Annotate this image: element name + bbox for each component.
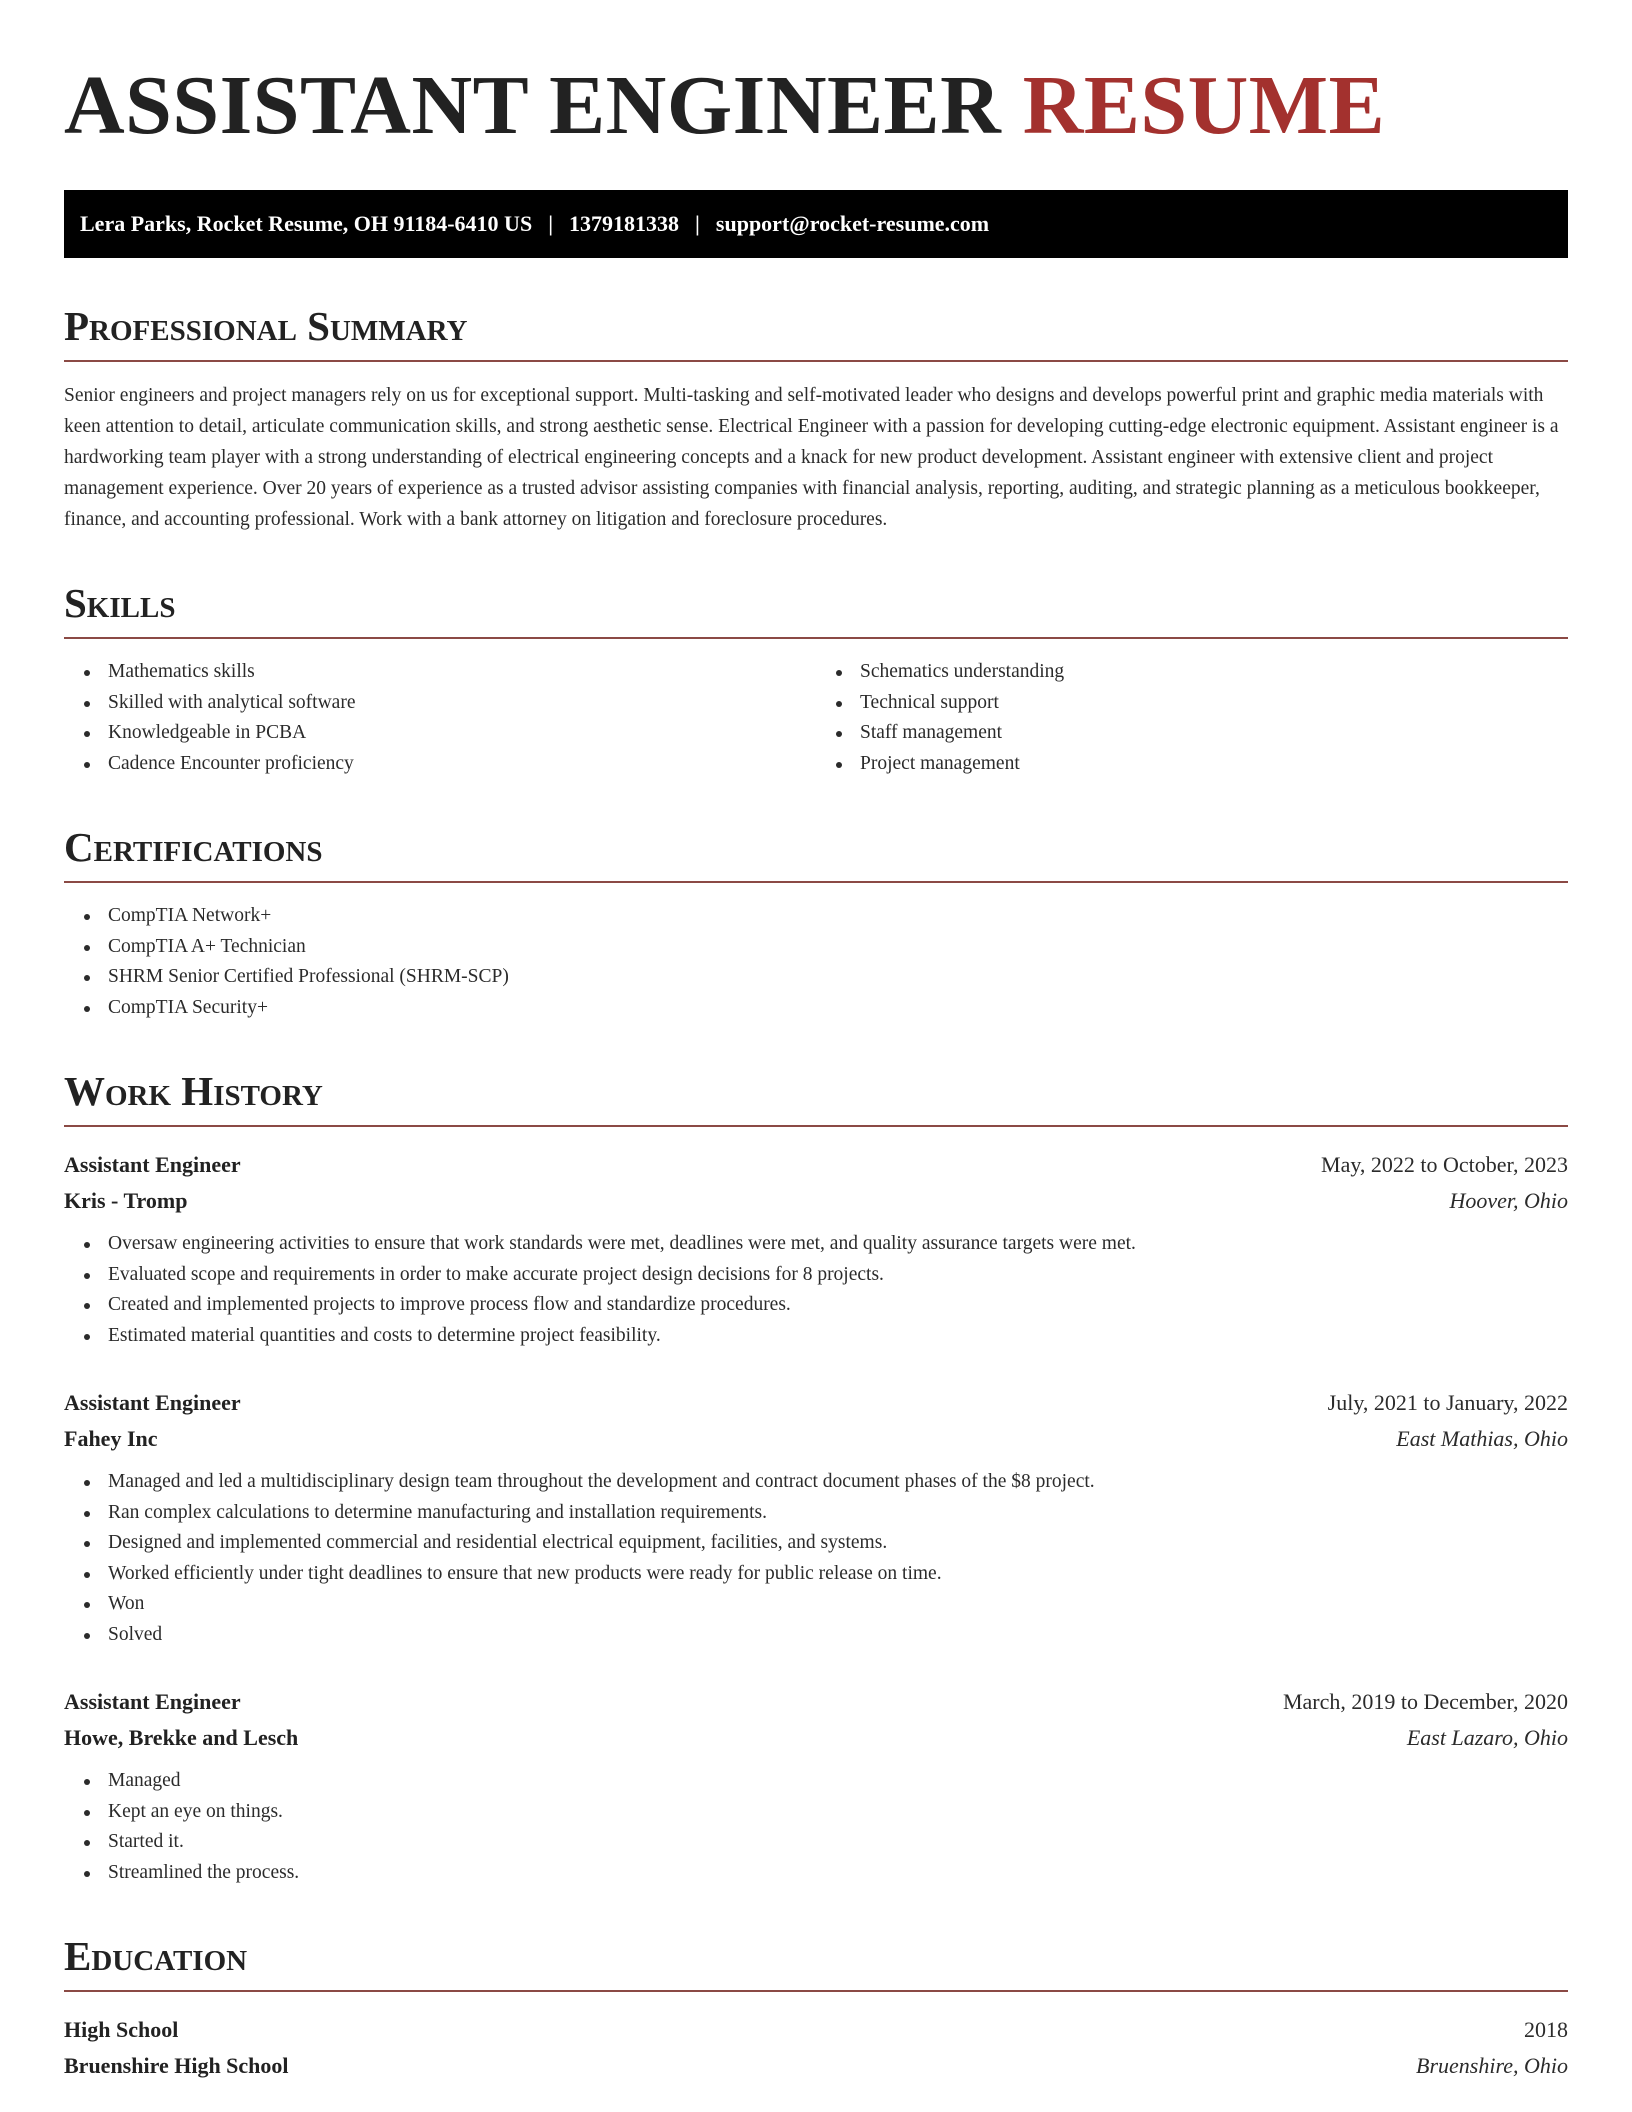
job-bullet: Streamlined the process. xyxy=(108,1858,1568,1889)
certification-item: CompTIA A+ Technician xyxy=(108,932,1568,963)
job-bullet: Won xyxy=(108,1589,1568,1620)
education-location: Bruenshire, Ohio xyxy=(1416,2053,1568,2078)
job-bullet: Kept an eye on things. xyxy=(108,1797,1568,1828)
contact-address: Lera Parks, Rocket Resume, OH 91184-6410 US xyxy=(80,211,533,236)
skill-item: Project management xyxy=(860,749,1568,780)
certifications-section xyxy=(64,825,1568,1023)
job-bullet: Estimated material quantities and costs to determine project feasibility. xyxy=(108,1321,1568,1352)
job-bullet: Evaluated scope and requirements in order to make accurate project design decisions for 8 projects. xyxy=(108,1260,1568,1291)
skills-section xyxy=(64,581,1568,779)
contact-phone: 1379181338 xyxy=(569,211,680,236)
job-bullet: Created and implemented projects to improve process flow and standardize procedures. xyxy=(108,1290,1568,1321)
certification-item: SHRM Senior Certified Professional (SHRM-SCP) xyxy=(108,962,1568,993)
certification-item: CompTIA Network+ xyxy=(108,901,1568,932)
job-location: East Lazaro, Ohio xyxy=(1406,1725,1568,1750)
skill-item: Skilled with analytical software xyxy=(108,688,816,719)
job-company-row xyxy=(64,1720,1568,1756)
skills-list-left xyxy=(64,657,816,779)
job-dates: March, 2019 to December, 2020 xyxy=(1282,1689,1568,1714)
job-bullet: Managed and led a multidisciplinary design team throughout the development and contract document phases of the $8 project. xyxy=(108,1467,1568,1498)
job-bullet: Started it. xyxy=(108,1827,1568,1858)
title-main: ASSISTANT ENGINEER xyxy=(64,59,1002,152)
skills-list-right xyxy=(816,657,1568,779)
education-entry xyxy=(64,2012,1568,2084)
job-entry xyxy=(64,1147,1568,1351)
job-entry xyxy=(64,1684,1568,1888)
job-bullet: Designed and implemented commercial and residential electrical equipment, facilities, and systems. xyxy=(108,1528,1568,1559)
summary-section xyxy=(64,304,1568,535)
job-location: East Mathias, Ohio xyxy=(1396,1426,1568,1451)
education-degree: High School xyxy=(64,2017,179,2042)
job-company-row xyxy=(64,1421,1568,1457)
job-header-row xyxy=(64,1684,1568,1720)
skill-item: Technical support xyxy=(860,688,1568,719)
job-header-row xyxy=(64,1385,1568,1421)
education-year: 2018 xyxy=(1524,2017,1568,2042)
job-title: Assistant Engineer xyxy=(64,1152,241,1177)
education-school: Bruenshire High School xyxy=(64,2053,289,2078)
section-heading-education: Education xyxy=(64,1934,1568,1992)
job-bullets xyxy=(64,1467,1568,1650)
job-entry xyxy=(64,1385,1568,1650)
section-heading-work-history: Work History xyxy=(64,1069,1568,1127)
job-bullet: Managed xyxy=(108,1766,1568,1797)
work-history-section xyxy=(64,1069,1568,1888)
contact-separator: | xyxy=(548,211,554,236)
contact-bar xyxy=(64,190,1568,258)
section-heading-skills: Skills xyxy=(64,581,1568,639)
skill-item: Knowledgeable in PCBA xyxy=(108,718,816,749)
job-bullets xyxy=(64,1766,1568,1888)
job-location: Hoover, Ohio xyxy=(1449,1188,1568,1213)
job-header-row xyxy=(64,1147,1568,1183)
section-heading-certifications: Certifications xyxy=(64,825,1568,883)
contact-email: support@rocket-resume.com xyxy=(715,211,990,236)
job-bullets xyxy=(64,1229,1568,1351)
title-accent: RESUME xyxy=(1022,59,1386,152)
section-heading-summary: Professional Summary xyxy=(64,304,1568,362)
job-bullet: Worked efficiently under tight deadlines to ensure that new products were ready for public release on time. xyxy=(108,1559,1568,1590)
summary-text: Senior engineers and project managers rely on us for exceptional support. Multi-tasking and self-motivated leader who designs and develops powerful print and graphic media materials with keen attention to detail, articulate communication skills, and strong aesthetic sense. Electrical Engineer with a passion for developing cutting-edge electronic equipment. Assistant engineer is a hardworking team player with a strong understanding of electrical engineering concepts and a knack for new product development. Assistant engineer with extensive client and project management experience. Over 20 years of experience as a trusted advisor assisting companies with financial analysis, reporting, auditing, and strategic planning as a meticulous bookkeeper, finance, and accounting professional. Work with a bank attorney on litigation and foreclosure procedures. xyxy=(64,385,1559,530)
education-degree-row xyxy=(64,2012,1568,2048)
job-bullet: Ran complex calculations to determine manufacturing and installation requirements. xyxy=(108,1498,1568,1529)
contact-separator: | xyxy=(695,211,700,236)
job-company: Fahey Inc xyxy=(64,1426,158,1451)
certification-item: CompTIA Security+ xyxy=(108,993,1568,1024)
job-bullet: Solved xyxy=(108,1620,1568,1651)
job-title: Assistant Engineer xyxy=(64,1689,241,1714)
job-title: Assistant Engineer xyxy=(64,1390,241,1415)
skill-item: Staff management xyxy=(860,718,1568,749)
skill-item: Schematics understanding xyxy=(860,657,1568,688)
job-company: Kris - Tromp xyxy=(64,1188,188,1213)
skills-columns xyxy=(64,639,1568,779)
certifications-list xyxy=(64,901,1568,1023)
job-bullet: Oversaw engineering activities to ensure that work standards were met, deadlines were met, and quality assurance targets were met. xyxy=(108,1229,1568,1260)
education-section xyxy=(64,1934,1568,2084)
education-school-row xyxy=(64,2048,1568,2084)
job-dates: May, 2022 to October, 2023 xyxy=(1321,1152,1568,1177)
job-dates: July, 2021 to January, 2022 xyxy=(1327,1390,1568,1415)
job-company: Howe, Brekke and Lesch xyxy=(64,1725,299,1750)
job-company-row xyxy=(64,1183,1568,1219)
skill-item: Cadence Encounter proficiency xyxy=(108,749,816,780)
skill-item: Mathematics skills xyxy=(108,657,816,688)
resume-title xyxy=(64,0,1568,156)
